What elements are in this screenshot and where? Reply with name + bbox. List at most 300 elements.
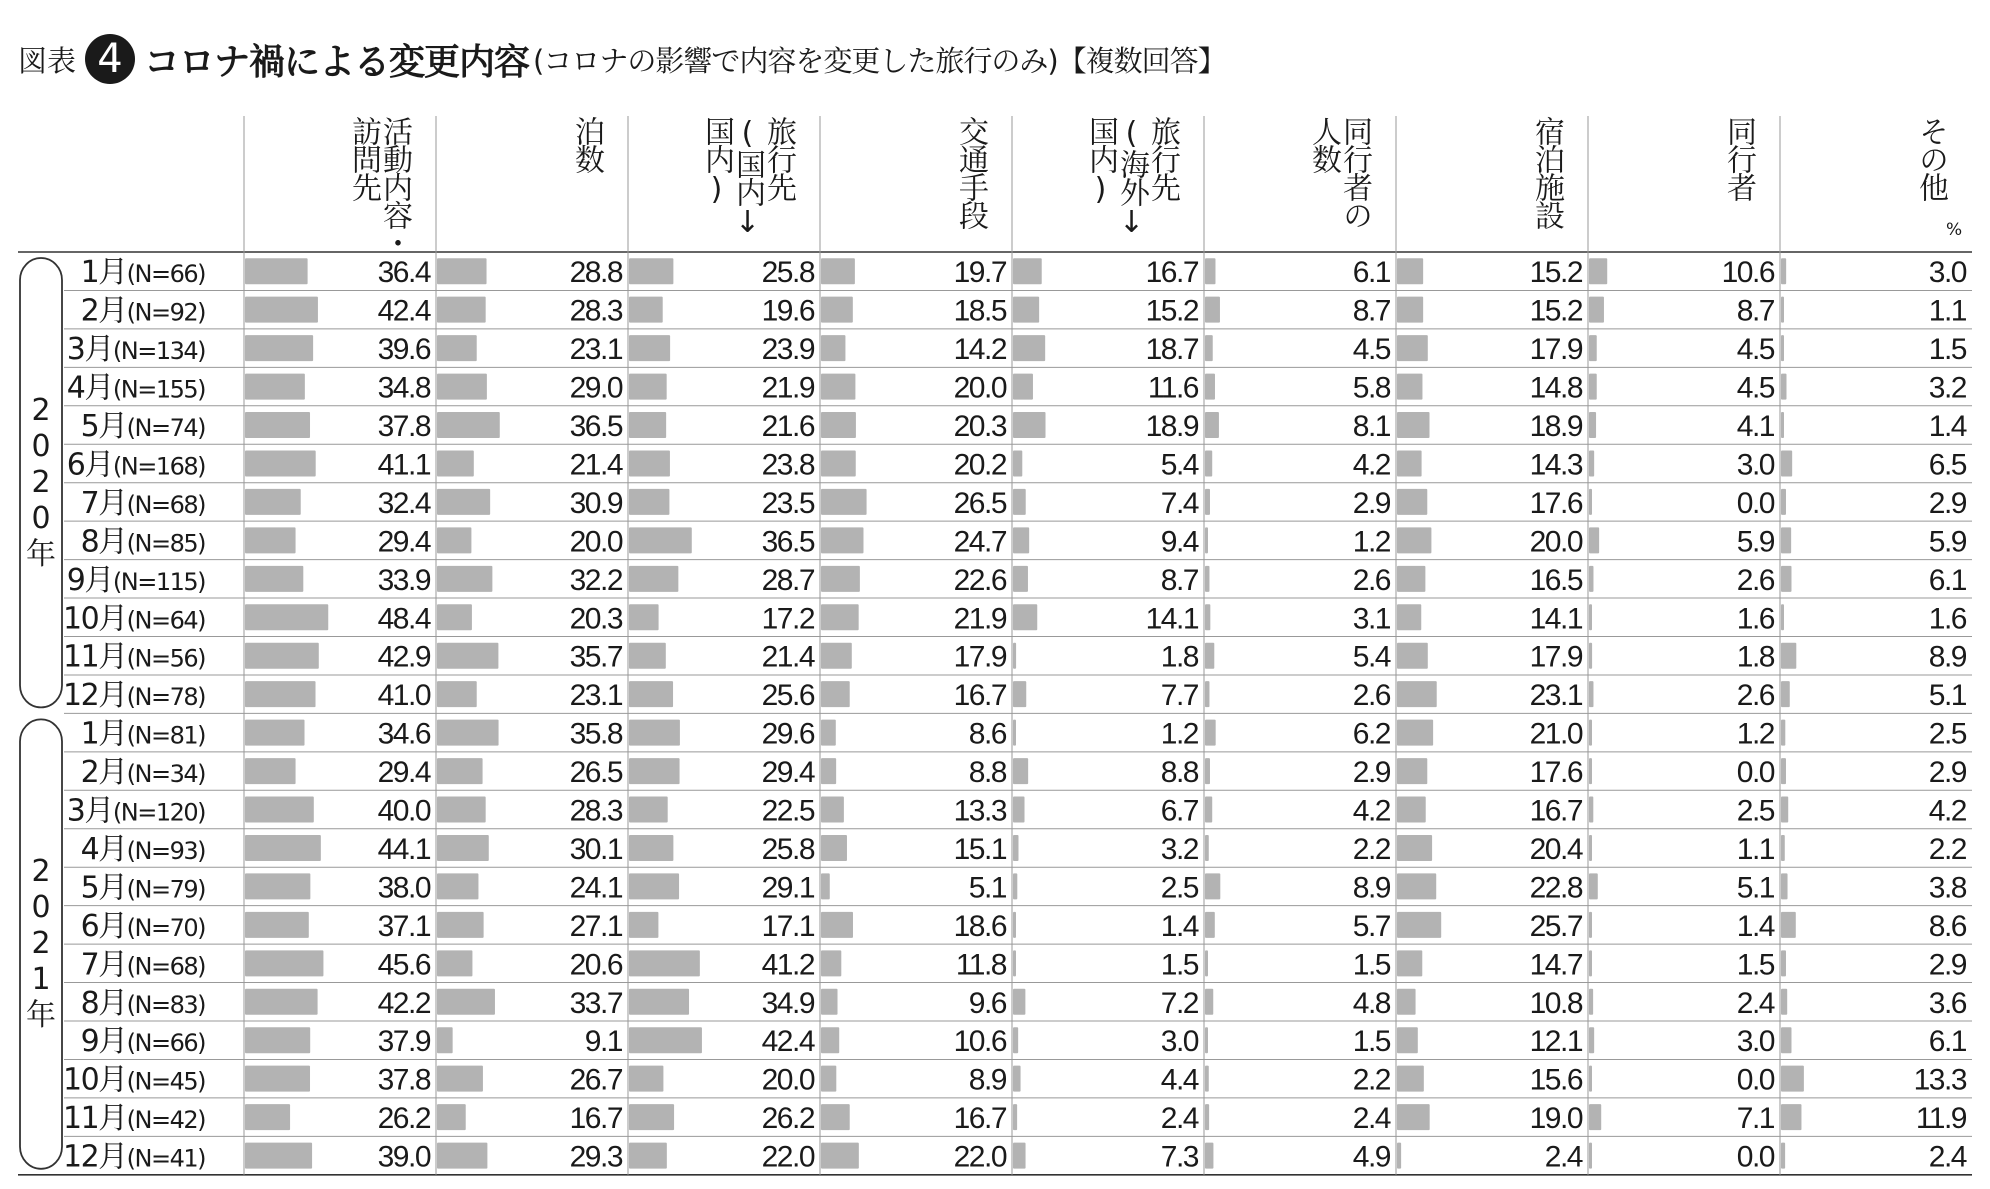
bar-dest_domestic <box>629 681 673 707</box>
value-label: 23.5 <box>761 486 814 520</box>
bar-activity <box>245 720 305 746</box>
value-label: 37.8 <box>377 410 430 444</box>
bar-companion_count <box>1205 912 1215 938</box>
value-label: 2.6 <box>1352 563 1390 597</box>
bar-companion_count <box>1205 297 1220 323</box>
row-month: 7月 <box>80 485 127 521</box>
value-label: 8.6 <box>968 717 1006 751</box>
bar-dest_domestic <box>629 989 689 1015</box>
bar-dest_overseas <box>1013 1104 1017 1130</box>
row-month: 10月 <box>62 601 127 637</box>
bar-dest_domestic <box>629 604 659 630</box>
value-label: 5.8 <box>1352 371 1390 405</box>
row-label <box>81 947 206 982</box>
value-label: 29.6 <box>761 717 814 751</box>
row-sample-size: (N=68) <box>126 490 205 519</box>
bar-activity <box>245 950 323 976</box>
row-sample-size: (N=64) <box>126 606 205 635</box>
row-sample-size: (N=155) <box>112 375 205 404</box>
bar-lodging <box>1397 1066 1424 1092</box>
bar-activity <box>245 566 303 592</box>
value-label: 21.9 <box>761 371 814 405</box>
value-label: 8.9 <box>968 1063 1006 1097</box>
value-label: 2.4 <box>1544 1140 1582 1174</box>
value-label: 8.6 <box>1928 909 1966 943</box>
value-label: 8.9 <box>1928 640 1966 674</box>
value-label: 25.8 <box>761 832 814 866</box>
value-label: 32.2 <box>569 563 622 597</box>
bar-nights <box>437 527 471 553</box>
bar-companion <box>1589 489 1592 515</box>
bar-dest_overseas <box>1013 912 1016 938</box>
value-label: 5.4 <box>1352 640 1390 674</box>
row-label <box>81 909 206 944</box>
bar-dest_domestic <box>629 527 692 553</box>
bar-transport <box>821 720 836 746</box>
bar-dest_overseas <box>1013 258 1042 284</box>
bar-companion <box>1589 758 1592 784</box>
column-header-line: 旅行先 <box>1145 116 1180 200</box>
bar-companion_count <box>1205 374 1215 400</box>
bar-other <box>1781 604 1784 630</box>
value-label: 5.7 <box>1352 909 1390 943</box>
year-char: 0 <box>31 428 51 464</box>
bar-activity <box>245 1143 312 1169</box>
value-label: 0.0 <box>1736 1063 1774 1097</box>
bar-nights <box>437 297 486 323</box>
bar-nights <box>437 835 489 861</box>
value-label: 6.1 <box>1928 1025 1966 1059</box>
row-month: 2月 <box>80 755 127 791</box>
bar-transport <box>821 835 847 861</box>
column-header-line: 泊数 <box>569 116 604 172</box>
bar-other <box>1781 950 1786 976</box>
row-sample-size: (N=81) <box>126 721 205 750</box>
value-label: 37.1 <box>377 909 430 943</box>
bar-lodging <box>1397 297 1423 323</box>
column-header-line: 国内) <box>699 116 734 205</box>
bar-companion <box>1589 566 1593 592</box>
value-label: 3.2 <box>1160 832 1198 866</box>
bar-dest_domestic <box>629 720 680 746</box>
year-char: 2 <box>31 464 51 500</box>
value-label: 1.2 <box>1736 717 1774 751</box>
row-label <box>63 678 205 713</box>
bar-other <box>1781 989 1787 1015</box>
bar-dest_domestic <box>629 758 680 784</box>
value-label: 2.4 <box>1928 1140 1966 1174</box>
value-label: 41.1 <box>377 448 430 482</box>
bar-companion_count <box>1205 797 1212 823</box>
bar-nights <box>437 950 472 976</box>
bar-lodging <box>1397 720 1433 746</box>
value-label: 11.9 <box>1915 1102 1966 1136</box>
value-label: 21.0 <box>1529 717 1582 751</box>
bar-activity <box>245 412 310 438</box>
bar-lodging <box>1397 873 1436 899</box>
bar-nights <box>437 797 486 823</box>
value-label: 41.2 <box>761 948 814 982</box>
bar-other <box>1781 1027 1791 1053</box>
value-label: 8.7 <box>1160 563 1198 597</box>
bar-companion <box>1589 604 1592 630</box>
row-month: 7月 <box>80 947 127 983</box>
bar-dest_domestic <box>629 912 658 938</box>
bar-companion <box>1589 1066 1592 1092</box>
value-label: 6.1 <box>1928 563 1966 597</box>
value-label: 22.8 <box>1529 871 1582 905</box>
bar-companion <box>1589 873 1598 899</box>
bar-lodging <box>1397 643 1428 669</box>
bar-lodging <box>1397 412 1430 438</box>
row-sample-size: (N=34) <box>126 760 205 789</box>
value-label: 1.2 <box>1352 525 1390 559</box>
value-label: 23.1 <box>569 679 622 713</box>
row-sample-size: (N=41) <box>126 1144 205 1173</box>
value-label: 4.2 <box>1352 448 1390 482</box>
value-label: 21.4 <box>761 640 814 674</box>
value-label: 10.6 <box>953 1025 1006 1059</box>
bar-activity <box>245 374 305 400</box>
value-label: 2.4 <box>1160 1102 1198 1136</box>
year-char: 2 <box>31 926 51 962</box>
bar-dest_overseas <box>1013 297 1039 323</box>
row-sample-size: (N=74) <box>126 414 205 443</box>
row-sample-size: (N=42) <box>126 1106 205 1135</box>
value-label: 2.6 <box>1352 679 1390 713</box>
value-label: 14.7 <box>1529 948 1582 982</box>
value-label: 21.6 <box>761 410 814 444</box>
bar-dest_overseas <box>1013 797 1025 823</box>
value-label: 8.7 <box>1352 294 1390 328</box>
bar-dest_domestic <box>629 297 663 323</box>
bar-lodging <box>1397 950 1422 976</box>
bar-transport <box>821 412 856 438</box>
bar-transport <box>821 566 860 592</box>
value-label: 25.6 <box>761 679 814 713</box>
value-label: 7.3 <box>1160 1140 1198 1174</box>
value-label: 29.4 <box>377 756 430 790</box>
bar-lodging <box>1397 1104 1430 1130</box>
value-label: 4.2 <box>1352 794 1390 828</box>
value-label: 22.0 <box>953 1140 1006 1174</box>
value-label: 16.7 <box>953 679 1006 713</box>
bar-nights <box>437 1066 483 1092</box>
value-label: 20.0 <box>569 525 622 559</box>
bar-companion_count <box>1205 1143 1213 1169</box>
value-label: 17.6 <box>1529 756 1582 790</box>
value-label: 4.5 <box>1352 333 1390 367</box>
row-month: 1月 <box>80 255 127 291</box>
value-label: 8.9 <box>1352 871 1390 905</box>
value-label: 22.6 <box>953 563 1006 597</box>
value-label: 36.4 <box>377 256 430 290</box>
value-label: 14.8 <box>1529 371 1582 405</box>
bar-companion_count <box>1205 335 1213 361</box>
bar-activity <box>245 335 313 361</box>
column-header-line: その他 <box>1913 116 1948 200</box>
value-label: 35.7 <box>569 640 622 674</box>
bar-transport <box>821 758 836 784</box>
bar-dest_domestic <box>629 335 670 361</box>
value-label: 36.5 <box>761 525 814 559</box>
bar-dest_overseas <box>1013 681 1026 707</box>
bar-companion_count <box>1205 643 1214 669</box>
value-label: 11.6 <box>1147 371 1198 405</box>
bar-dest_overseas <box>1013 604 1037 630</box>
value-label: 11.8 <box>955 948 1006 982</box>
value-label: 17.9 <box>953 640 1006 674</box>
value-label: 1.6 <box>1736 602 1774 636</box>
value-label: 16.7 <box>1529 794 1582 828</box>
year-char: 0 <box>31 500 51 536</box>
year-bracket <box>20 719 62 1168</box>
bar-other <box>1781 720 1785 746</box>
row-sample-size: (N=56) <box>126 644 205 673</box>
value-label: 28.8 <box>569 256 622 290</box>
value-label: 1.5 <box>1736 948 1774 982</box>
column-header-line: 宿泊施設 <box>1529 116 1564 228</box>
value-label: 10.6 <box>1721 256 1774 290</box>
bar-activity <box>245 1104 290 1130</box>
bar-companion_count <box>1205 950 1208 976</box>
bar-dest_domestic <box>629 412 666 438</box>
bar-other <box>1781 297 1784 323</box>
bar-dest_overseas <box>1013 873 1017 899</box>
row-sample-size: (N=134) <box>112 337 205 366</box>
value-label: 28.3 <box>569 294 622 328</box>
value-label: 48.4 <box>377 602 430 636</box>
bar-activity <box>245 835 321 861</box>
bar-transport <box>821 643 852 669</box>
value-label: 6.7 <box>1160 794 1198 828</box>
value-label: 23.8 <box>761 448 814 482</box>
bar-companion_count <box>1205 412 1219 438</box>
value-label: 16.7 <box>953 1102 1006 1136</box>
column-header-line: 人数 <box>1306 116 1341 172</box>
value-label: 20.0 <box>953 371 1006 405</box>
value-label: 13.3 <box>1913 1063 1966 1097</box>
bar-transport <box>821 1104 850 1130</box>
value-label: 5.9 <box>1928 525 1966 559</box>
bar-transport <box>821 912 853 938</box>
bar-other <box>1781 374 1787 400</box>
value-label: 23.9 <box>761 333 814 367</box>
bar-other <box>1781 412 1784 438</box>
value-label: 20.6 <box>569 948 622 982</box>
bar-companion <box>1589 681 1593 707</box>
value-label: 29.0 <box>569 371 622 405</box>
value-label: 9.6 <box>968 986 1006 1020</box>
bar-companion <box>1589 912 1592 938</box>
row-month: 10月 <box>62 1062 127 1098</box>
bar-lodging <box>1397 1027 1418 1053</box>
row-label <box>81 717 206 752</box>
value-label: 20.0 <box>761 1063 814 1097</box>
value-label: 40.0 <box>377 794 430 828</box>
value-label: 20.4 <box>1529 832 1582 866</box>
row-month: 11月 <box>62 1101 127 1137</box>
value-label: 8.7 <box>1736 294 1774 328</box>
column-header-line: 訪問先 <box>346 116 381 200</box>
value-label: 0.0 <box>1736 486 1774 520</box>
value-label: 3.6 <box>1928 986 1966 1020</box>
bar-lodging <box>1397 758 1427 784</box>
row-sample-size: (N=78) <box>126 683 205 712</box>
bar-lodging <box>1397 258 1423 284</box>
percent-unit-label: % <box>1946 220 1963 240</box>
row-month: 8月 <box>80 524 127 560</box>
value-label: 42.4 <box>377 294 430 328</box>
value-label: 4.2 <box>1928 794 1966 828</box>
value-label: 8.1 <box>1352 410 1390 444</box>
bar-activity <box>245 527 296 553</box>
bar-transport <box>821 950 841 976</box>
bar-other <box>1781 489 1786 515</box>
row-month: 12月 <box>62 1139 127 1175</box>
bar-dest_overseas <box>1013 1143 1026 1169</box>
bar-companion_count <box>1205 566 1209 592</box>
bar-companion <box>1589 450 1594 476</box>
bar-companion_count <box>1205 258 1215 284</box>
row-label <box>81 486 206 521</box>
value-label: 3.0 <box>1928 256 1966 290</box>
value-label: 7.2 <box>1160 986 1198 1020</box>
bar-dest_overseas <box>1013 527 1029 553</box>
bar-dest_overseas <box>1013 374 1033 400</box>
row-month: 8月 <box>80 985 127 1021</box>
value-label: 44.1 <box>377 832 430 866</box>
row-sample-size: (N=168) <box>112 452 205 481</box>
row-sample-size: (N=120) <box>112 798 205 827</box>
bar-companion <box>1589 950 1592 976</box>
value-label: 1.8 <box>1160 640 1198 674</box>
value-label: 20.3 <box>569 602 622 636</box>
value-label: 15.2 <box>1529 256 1582 290</box>
row-month: 9月 <box>66 562 113 598</box>
value-label: 20.2 <box>953 448 1006 482</box>
value-label: 29.4 <box>377 525 430 559</box>
row-label <box>63 1101 205 1136</box>
column-header-line: (海外↓ <box>1114 116 1149 238</box>
bar-other <box>1781 797 1788 823</box>
value-label: 29.4 <box>761 756 814 790</box>
bar-other <box>1781 258 1786 284</box>
bar-companion <box>1589 374 1597 400</box>
value-label: 34.8 <box>377 371 430 405</box>
value-label: 7.4 <box>1160 486 1198 520</box>
row-month: 12月 <box>62 678 127 714</box>
value-label: 30.1 <box>569 832 622 866</box>
row-sample-size: (N=85) <box>126 529 205 558</box>
bar-transport <box>821 527 863 553</box>
value-label: 41.0 <box>377 679 430 713</box>
value-label: 3.0 <box>1736 448 1774 482</box>
value-label: 7.1 <box>1736 1102 1774 1136</box>
row-sample-size: (N=45) <box>126 1067 205 1096</box>
bar-activity <box>245 297 318 323</box>
value-label: 18.9 <box>1529 410 1582 444</box>
value-label: 33.9 <box>377 563 430 597</box>
bar-activity <box>245 1066 310 1092</box>
value-label: 17.6 <box>1529 486 1582 520</box>
value-label: 2.5 <box>1160 871 1198 905</box>
bar-other <box>1781 527 1791 553</box>
value-label: 26.5 <box>953 486 1006 520</box>
value-label: 19.6 <box>761 294 814 328</box>
value-label: 5.1 <box>1928 679 1966 713</box>
value-label: 18.6 <box>953 909 1006 943</box>
bar-companion <box>1589 720 1592 746</box>
row-sample-size: (N=66) <box>126 260 205 289</box>
year-char: 2 <box>31 392 51 428</box>
value-label: 21.9 <box>953 602 1006 636</box>
value-label: 2.9 <box>1928 948 1966 982</box>
value-label: 42.4 <box>761 1025 814 1059</box>
value-label: 3.1 <box>1352 602 1390 636</box>
value-label: 17.9 <box>1529 640 1582 674</box>
value-label: 5.1 <box>968 871 1006 905</box>
row-label <box>67 447 205 482</box>
row-label <box>81 832 206 867</box>
value-label: 9.1 <box>584 1025 622 1059</box>
value-label: 33.7 <box>569 986 622 1020</box>
bar-companion <box>1589 527 1599 553</box>
value-label: 3.8 <box>1928 871 1966 905</box>
row-month: 11月 <box>62 639 127 675</box>
bar-dest_domestic <box>629 566 678 592</box>
year-bracket <box>20 258 62 707</box>
bar-dest_overseas <box>1013 1027 1018 1053</box>
bar-dest_domestic <box>629 450 670 476</box>
bar-companion_count <box>1205 681 1209 707</box>
value-label: 9.4 <box>1160 525 1198 559</box>
value-label: 1.8 <box>1736 640 1774 674</box>
bar-nights <box>437 1143 487 1169</box>
bar-dest_domestic <box>629 873 679 899</box>
value-label: 42.2 <box>377 986 430 1020</box>
bar-activity <box>245 873 310 899</box>
bar-lodging <box>1397 681 1437 707</box>
bar-dest_domestic <box>629 1104 674 1130</box>
bar-companion_count <box>1205 720 1216 746</box>
value-label: 28.3 <box>569 794 622 828</box>
bar-companion_count <box>1205 1066 1209 1092</box>
bar-activity <box>245 912 309 938</box>
value-label: 10.8 <box>1529 986 1582 1020</box>
value-label: 14.1 <box>1145 602 1198 636</box>
bar-dest_domestic <box>629 1066 663 1092</box>
bar-transport <box>821 374 855 400</box>
value-label: 12.1 <box>1529 1025 1582 1059</box>
value-label: 1.5 <box>1352 948 1390 982</box>
value-label: 42.9 <box>377 640 430 674</box>
value-label: 29.3 <box>569 1140 622 1174</box>
value-label: 37.9 <box>377 1025 430 1059</box>
value-label: 22.0 <box>761 1140 814 1174</box>
value-label: 21.4 <box>569 448 622 482</box>
row-month: 3月 <box>66 793 113 829</box>
bar-dest_domestic <box>629 489 669 515</box>
bar-dest_domestic <box>629 374 667 400</box>
year-char: 0 <box>31 890 51 926</box>
value-label: 15.1 <box>953 832 1006 866</box>
value-label: 3.2 <box>1928 371 1966 405</box>
bar-companion <box>1589 835 1592 861</box>
value-label: 0.0 <box>1736 1140 1774 1174</box>
value-label: 2.4 <box>1736 986 1774 1020</box>
row-label <box>81 1024 206 1059</box>
